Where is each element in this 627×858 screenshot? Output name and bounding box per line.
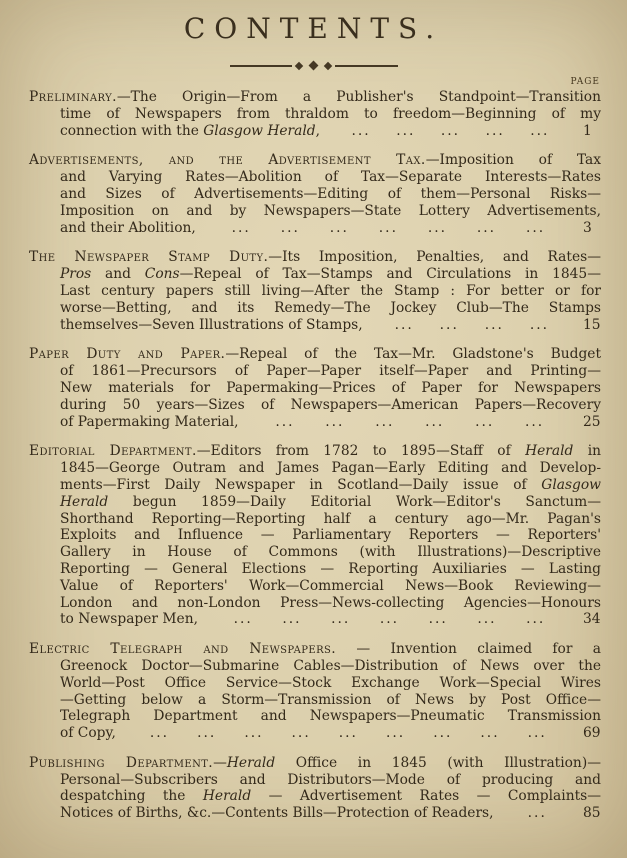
entry-line <box>60 283 601 300</box>
dot-group: ... <box>331 611 351 628</box>
entry-last-line-text <box>60 611 198 628</box>
dot-group: ... <box>525 413 545 430</box>
entry-text: — Advertisement Rates — Complaints— <box>251 788 601 805</box>
entry-last-line-text <box>60 414 239 431</box>
dot-group: ... <box>280 219 300 236</box>
italic-title: Herald <box>60 493 109 510</box>
entry-first-line <box>29 346 601 363</box>
entry-text: 1845—George Outram and James Pagan—Early Editing and Develop- <box>60 460 601 477</box>
entry-text: Personal—Subscribers and Distributors—Mode of producing and <box>60 771 601 788</box>
entry-last-line <box>60 220 601 237</box>
entry-text: Exploits and Influence — Parliamentary Reporters — Reporters' <box>60 527 601 544</box>
entry-first-line <box>29 89 601 106</box>
dot-group: ... <box>197 725 217 742</box>
divider-ornament <box>230 62 398 69</box>
page-title: CONTENTS. <box>183 12 444 45</box>
dot-group: ... <box>529 316 550 333</box>
entry-text: Notices of Births, &c.—Contents Bills—Protection of Readers, <box>60 805 494 822</box>
entry-text: Last century papers still living—After the Stamp : For better or for <box>60 282 601 299</box>
dot-group: ... <box>525 219 546 236</box>
entry-text: , <box>315 122 320 139</box>
entry-text: worse—Betting, and its Remedy—The Jockey Club—The Stamps <box>60 299 601 316</box>
dot-leaders <box>202 220 575 237</box>
entry-last-line-text <box>60 220 196 237</box>
entry-text: during 50 years—Sizes of Newspapers—American Papers—Recovery <box>60 396 601 413</box>
entry-text: —The Origin—From a Publisher's Standpoint—Transition <box>116 89 601 105</box>
italic-title: Herald <box>202 788 252 805</box>
entry-text: themselves—Seven Illustrations of Stamps, <box>60 316 363 333</box>
entry-text: —Its Imposition, Penalties, and Rates— <box>268 249 601 266</box>
dot-group: ... <box>475 413 495 430</box>
italic-title: Cons <box>144 266 180 283</box>
entry-heading: Paper Duty and Paper. <box>29 346 226 363</box>
entry-line <box>60 397 601 414</box>
entry-text: of Papermaking Material, <box>60 413 239 430</box>
dot-leaders <box>326 123 575 140</box>
dot-group: ... <box>433 725 453 742</box>
dot-group: ... <box>425 413 445 430</box>
entry-text: New materials for Papermaking—Prices of Paper for Newspapers <box>60 379 601 396</box>
entry-text: of Copy, <box>60 725 116 742</box>
dot-group: ... <box>440 122 461 139</box>
dot-group: ... <box>231 219 251 236</box>
diamond-icon <box>324 61 332 69</box>
dot-group: ... <box>530 122 550 139</box>
entry-text: — <box>213 754 227 771</box>
entry-text: and their Abolition, <box>60 219 196 236</box>
entry-text: Greenock Doctor—Submarine Cables—Distribution of News over the <box>60 657 601 674</box>
dot-leaders <box>204 611 575 628</box>
entry-line <box>60 186 601 203</box>
entry-heading: Publishing Department. <box>29 754 214 771</box>
entry-text: Imposition on and by Newspapers—State Lottery Advertisements, <box>60 202 601 219</box>
entry-text: of 1861—Precursors of Paper—Paper itself—Paper and Printing— <box>60 363 601 380</box>
page-number: 69 <box>583 725 601 742</box>
entry-text: — Invention claimed for a <box>336 641 601 658</box>
page-number: 3 <box>583 219 592 236</box>
dot-group: ... <box>439 316 459 333</box>
dot-leaders <box>500 805 575 822</box>
entry-last-line-text <box>60 317 363 334</box>
page-number: 15 <box>583 316 601 333</box>
entry-text: —Imposition of Tax <box>425 152 601 169</box>
dot-group: ... <box>394 316 414 333</box>
italic-title: Glasgow <box>541 476 601 493</box>
dot-group: ... <box>526 611 546 628</box>
entry-text: ments—First Daily Newspaper in Scotland—Daily issue of <box>60 476 542 493</box>
dot-group: ... <box>480 725 500 742</box>
entry-line <box>60 363 601 380</box>
diamond-icon <box>295 61 303 69</box>
dot-leaders <box>369 317 575 334</box>
entry-text: connection with the <box>60 122 204 139</box>
toc-entry-2 <box>29 249 601 333</box>
dot-group: ... <box>484 316 504 333</box>
entry-first-line <box>29 443 601 460</box>
entry-line <box>60 595 601 612</box>
entry-text: time of Newspapers from thraldom to freedom—Beginning of my <box>60 105 601 122</box>
entry-line <box>60 675 601 692</box>
dot-group: ... <box>282 611 302 628</box>
entry-text: begun 1859—Daily Editorial Work—Editor's Sanctum— <box>108 493 601 510</box>
dot-group: ... <box>338 725 358 742</box>
entry-text: London and non-London Press—News-collecting Agencies—Honours <box>60 594 601 611</box>
entry-line <box>60 169 601 186</box>
entry-text: Gallery in House of Commons (with Illustrations)—Descriptive <box>60 544 601 561</box>
page-number: 34 <box>583 611 601 628</box>
entry-last-line <box>60 317 601 334</box>
page-number: 1 <box>583 122 592 139</box>
entry-text: —Repeal of the Tax—Mr. Gladstone's Budget <box>225 346 601 363</box>
toc-entry-4 <box>29 443 601 628</box>
entry-line <box>60 527 601 544</box>
entry-text: and Sizes of Advertisements—Editing of them—Personal Risks— <box>60 185 601 202</box>
entry-line <box>60 511 601 528</box>
entry-first-line <box>29 249 601 266</box>
dot-group: ... <box>351 122 371 139</box>
dot-group: ... <box>527 725 547 742</box>
italic-title: Herald <box>226 754 276 771</box>
entry-text: and Varying Rates—Abolition of Tax—Separate Interests—Rates <box>60 169 601 186</box>
entry-text: Shorthand Reporting—Reporting half a century ago—Mr. Pagan's <box>60 510 601 527</box>
entry-line <box>60 477 601 494</box>
entry-text: —Repeal of Tax—Stamps and Circulations in 1845— <box>179 266 601 283</box>
entry-text: to Newspaper Men, <box>60 611 198 628</box>
dot-group: ... <box>476 219 497 236</box>
entry-last-line <box>60 611 601 628</box>
entry-heading: Preliminary. <box>29 89 117 105</box>
dot-group: ... <box>375 413 395 430</box>
entry-text: Telegraph Department and Newspapers—Pneumatic Transmission <box>60 708 601 725</box>
entry-text: Reporting — General Elections — Reporting Auxiliaries — Lasting <box>60 560 601 577</box>
entry-text: World—Post Office Service—Stock Exchange Work—Special Wires <box>60 674 601 691</box>
entry-line <box>60 300 601 317</box>
italic-title: Pros <box>60 266 92 283</box>
dot-group: ... <box>396 122 416 139</box>
entry-line <box>60 544 601 561</box>
dot-group: ... <box>379 611 400 628</box>
entry-last-line-text <box>60 805 494 822</box>
toc-entry-1 <box>29 152 601 236</box>
divider-line-right <box>335 65 398 67</box>
dot-group: ... <box>477 611 497 628</box>
toc-entries <box>0 87 627 822</box>
entry-last-line <box>60 123 601 140</box>
entry-first-line <box>29 641 601 658</box>
dot-leaders <box>245 414 575 431</box>
entry-line <box>60 708 601 725</box>
dot-group: ... <box>149 725 170 742</box>
diamond-icon <box>309 61 319 71</box>
dot-leaders <box>122 725 575 742</box>
toc-entry-5 <box>29 641 601 742</box>
dot-group: ... <box>385 725 406 742</box>
entry-last-line <box>60 725 601 742</box>
divider-line-left <box>230 65 293 67</box>
toc-entry-3 <box>29 346 601 430</box>
toc-entry-6 <box>29 755 601 822</box>
entry-first-line <box>29 152 601 169</box>
dot-group: ... <box>233 611 253 628</box>
dot-group: ... <box>378 219 398 236</box>
dot-group: ... <box>291 725 311 742</box>
entry-line <box>60 658 601 675</box>
entry-text: —Editors from 1782 to 1895—Staff of <box>196 443 526 460</box>
dot-group: ... <box>275 413 295 430</box>
entry-line <box>60 578 601 595</box>
entry-last-line <box>60 805 601 822</box>
dot-group: ... <box>485 122 505 139</box>
entry-line <box>60 494 601 511</box>
entry-text: despatching the <box>60 788 203 805</box>
dot-group: ... <box>527 805 547 822</box>
entry-text: Office in 1845 (with Illustration)— <box>275 754 602 771</box>
italic-title: Herald <box>525 443 574 460</box>
dot-group: ... <box>244 725 264 742</box>
entry-line <box>60 106 601 123</box>
page-number: 85 <box>583 805 601 822</box>
entry-line <box>60 460 601 477</box>
entry-heading: The Newspaper Stamp Duty. <box>29 249 269 266</box>
italic-title: Glasgow Herald <box>203 122 316 139</box>
entry-line <box>60 772 601 789</box>
entry-line <box>60 561 601 578</box>
dot-group: ... <box>427 219 448 236</box>
entry-first-line <box>29 755 601 772</box>
dot-group: ... <box>329 219 349 236</box>
entry-last-line-text <box>60 725 116 742</box>
dot-group: ... <box>325 413 345 430</box>
dot-group: ... <box>428 611 448 628</box>
entry-heading: Advertisements, and the Advertisement Tax. <box>29 152 426 169</box>
entry-text: in <box>573 443 602 460</box>
page-number: 25 <box>583 413 601 430</box>
entry-line <box>60 266 601 283</box>
entry-heading: Editorial Department. <box>29 443 197 460</box>
entry-heading: Electric Telegraph and Newspapers. <box>29 641 337 658</box>
page-column-label: PAGE <box>570 77 600 87</box>
entry-last-line-text <box>60 123 320 140</box>
entry-text: and <box>91 266 145 283</box>
entry-text: —Getting below a Storm—Transmission of News by Post Office— <box>60 691 601 708</box>
entry-line <box>60 788 601 805</box>
entry-last-line <box>60 414 601 431</box>
entry-text: Value of Reporters' Work—Commercial News—Book Reviewing— <box>60 577 601 594</box>
entry-line <box>60 380 601 397</box>
toc-entry-0 <box>29 89 601 139</box>
entry-line <box>60 692 601 709</box>
entry-line <box>60 203 601 220</box>
